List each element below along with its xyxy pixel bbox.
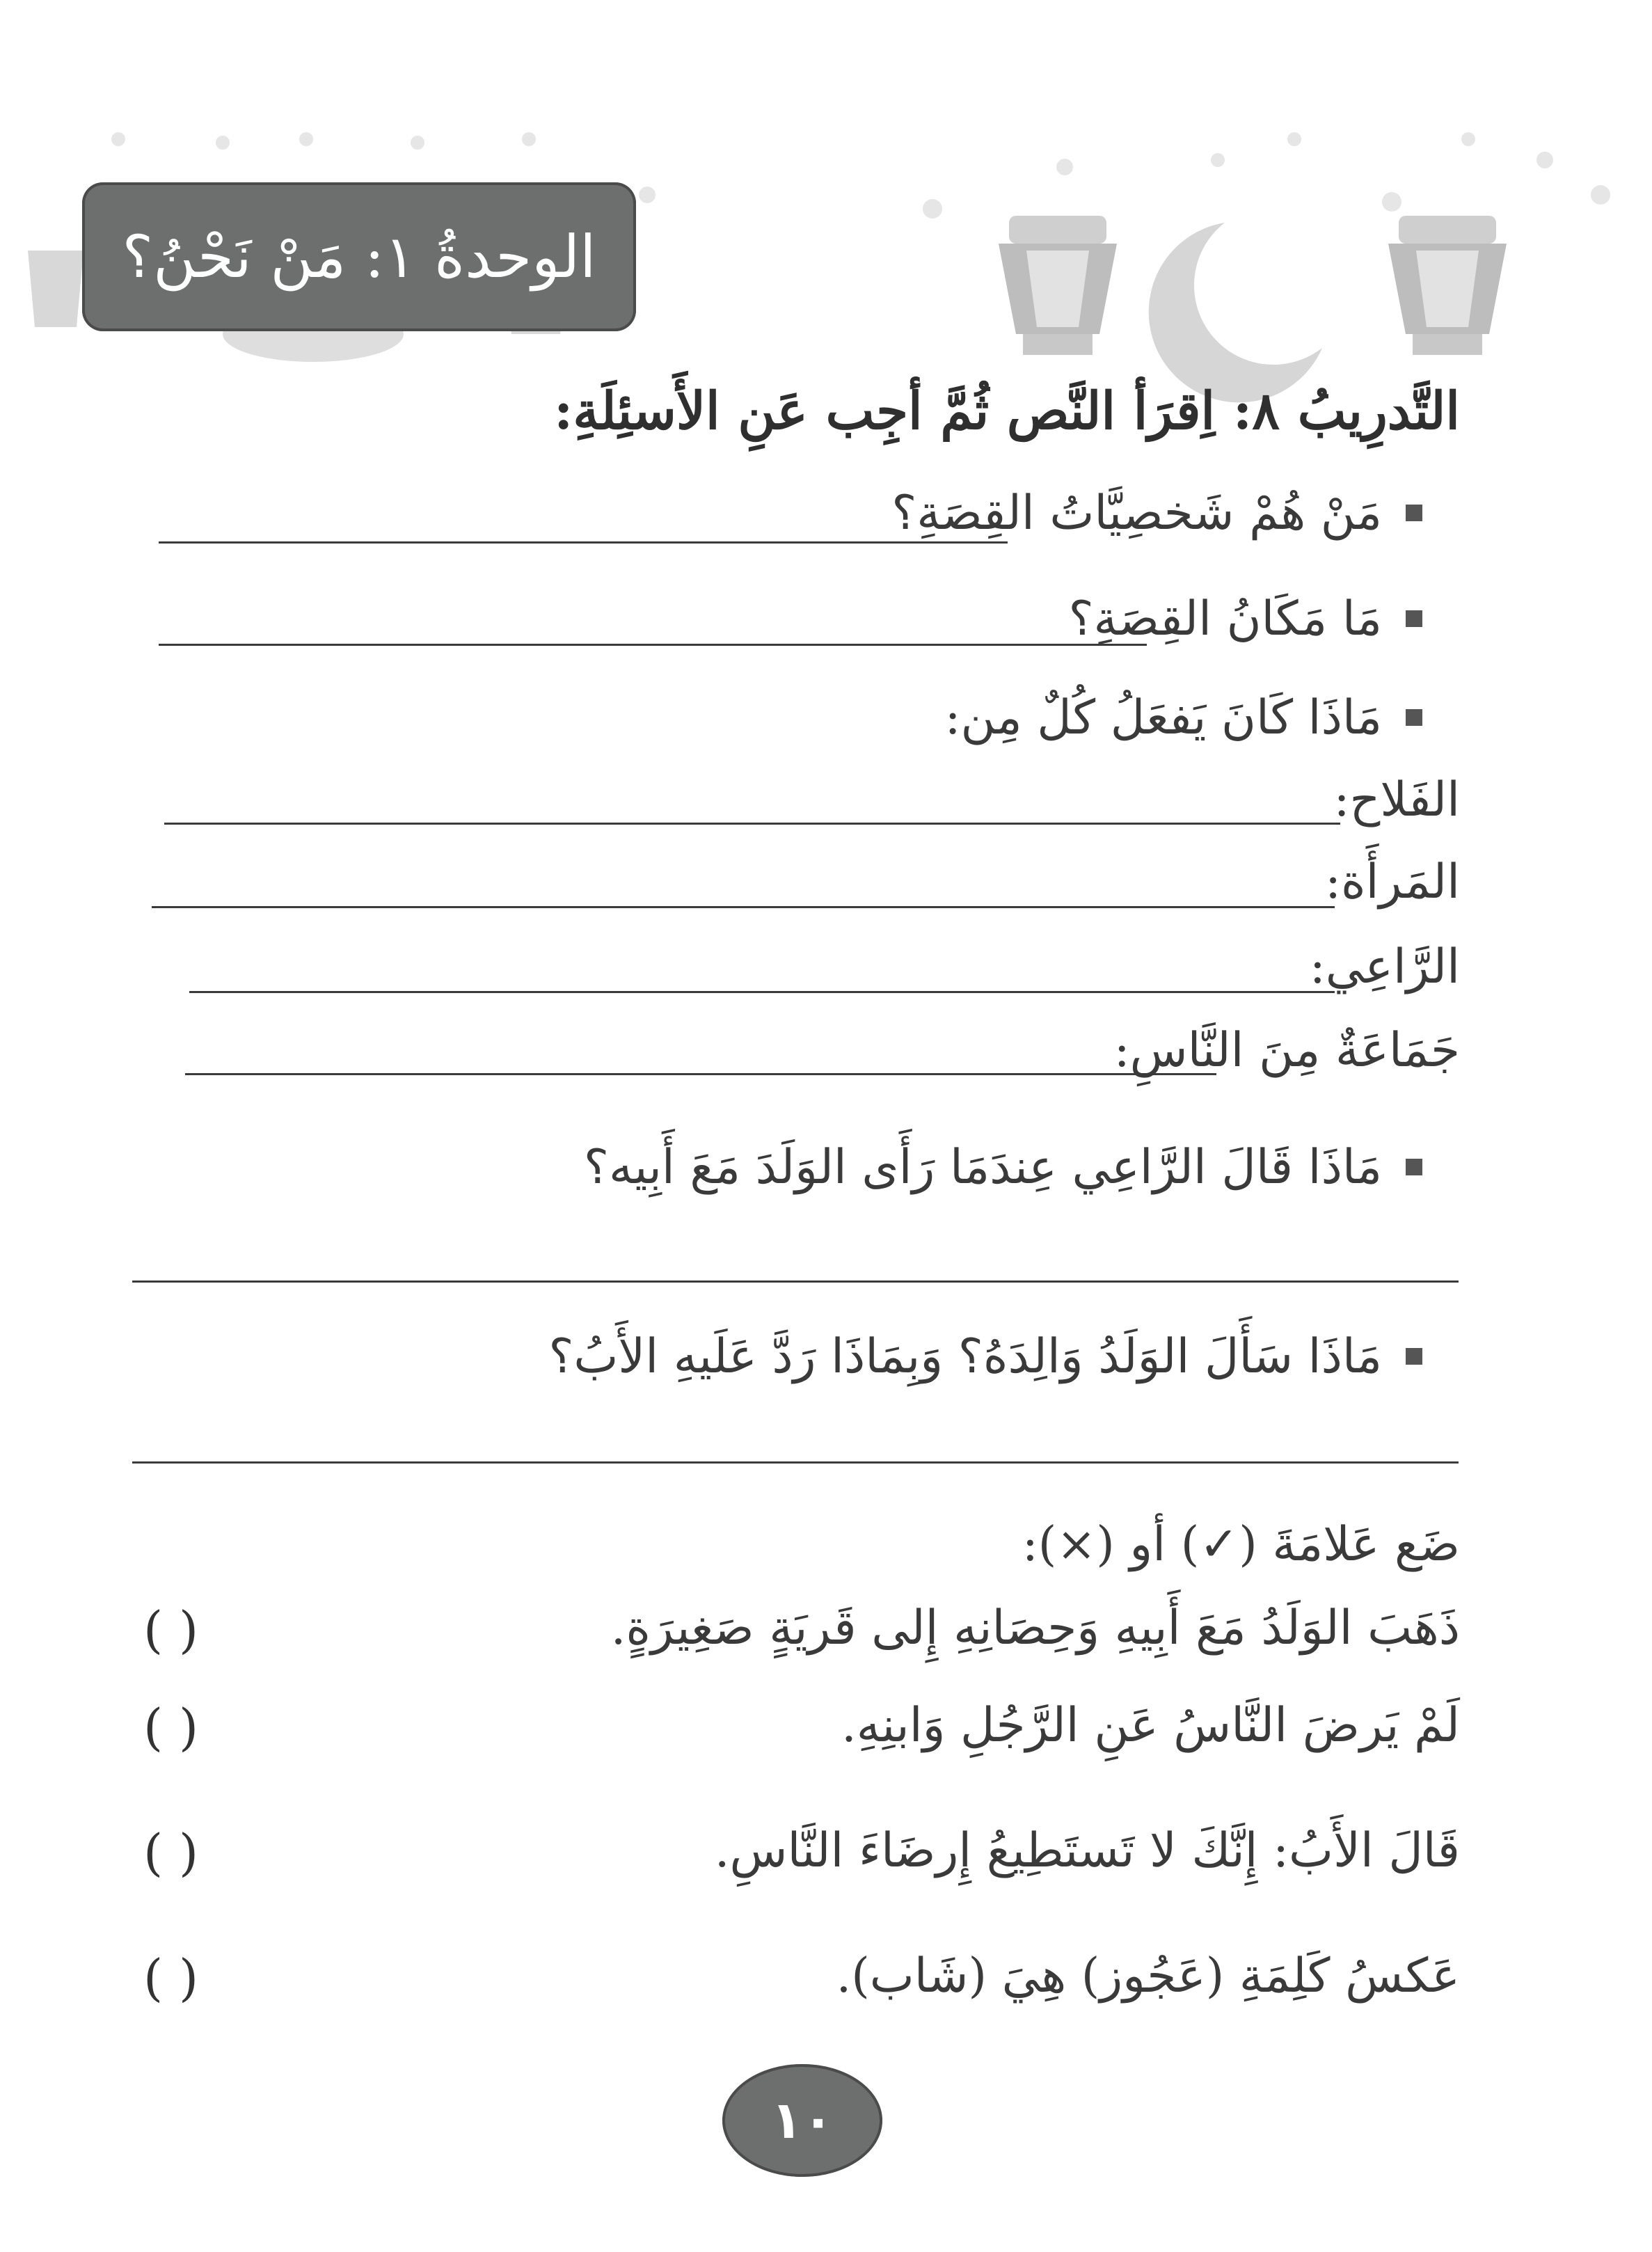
character-crowd: جَمَاعَةٌ مِنَ النَّاسِ:	[1113, 1023, 1460, 1078]
crescent-icon	[1149, 223, 1322, 402]
question-place	[1068, 592, 1422, 647]
answer-box[interactable]: ( )	[143, 1949, 199, 2007]
answer-line[interactable]	[185, 1073, 1216, 1075]
character-woman: المَرأَة:	[1325, 855, 1460, 910]
answer-box[interactable]: ( )	[143, 1601, 199, 1659]
character-farmer: الفَلاح:	[1333, 772, 1460, 827]
true-false-heading: ضَع عَلامَةَ (✓) أو (×):	[1022, 1517, 1460, 1572]
statement-2: لَمْ يَرضَ النَّاسُ عَنِ الرَّجُلِ وَابنِهِ.	[841, 1698, 1460, 1753]
question-son-asked	[548, 1329, 1422, 1384]
statement-3: قَالَ الأَبُ: إِنَّكَ لا تَستَطِيعُ إِرضَاءَ النَّاسِ.	[714, 1823, 1460, 1878]
square-bullet-icon	[1406, 1159, 1422, 1175]
answer-box[interactable]: ( )	[143, 1823, 199, 1882]
answer-line[interactable]	[132, 1280, 1459, 1283]
answer-line[interactable]	[189, 991, 1335, 993]
character-shepherd: الرَّاعِي:	[1309, 939, 1460, 994]
unit-title: الوحدةُ ١: مَنْ نَحْنُ؟	[122, 223, 596, 291]
lantern-icon-right	[1388, 216, 1507, 355]
question-characters	[891, 486, 1422, 541]
exercise-heading: التَّدرِيبُ ٨: اِقرَأ النَّص ثُمَّ أجِب عَنِ الأَسئِلَةِ:	[554, 381, 1460, 441]
question-text: مَاذَا سَأَلَ الوَلَدُ وَالِدَهُ؟ وَبِمَاذَا رَدَّ عَلَيهِ الأَبُ؟	[548, 1329, 1382, 1384]
square-bullet-icon	[1406, 610, 1422, 627]
page-number: ١٠	[770, 2091, 834, 2150]
question-text: مَنْ هُمْ شَخصِيَّاتُ القِصَةِ؟	[891, 486, 1382, 541]
answer-line[interactable]	[164, 823, 1340, 825]
square-bullet-icon	[1406, 505, 1422, 521]
answer-line[interactable]	[152, 906, 1335, 908]
lantern-icon-middle	[999, 216, 1117, 355]
square-bullet-icon	[1406, 1348, 1422, 1365]
question-text: مَاذَا كَانَ يَفعَلُ كُلٌ مِن:	[944, 690, 1382, 745]
question-activities	[945, 690, 1422, 745]
statement-4: عَكسُ كَلِمَةِ (عَجُوز) هِيَ (شَاب).	[836, 1949, 1460, 2004]
answer-line[interactable]	[159, 541, 1008, 544]
answer-line[interactable]	[159, 644, 1147, 646]
question-text: مَا مَكَانُ القِصَةِ؟	[1068, 592, 1382, 647]
answer-line[interactable]	[132, 1461, 1459, 1464]
question-shepherd-said	[584, 1140, 1422, 1195]
answer-box[interactable]: ( )	[143, 1698, 199, 1757]
unit-title-banner	[82, 182, 636, 331]
page-number-badge	[722, 2064, 882, 2177]
question-text: مَاذَا قَالَ الرَّاعِي عِندَمَا رَأَى الوَلَدَ مَعَ أَبِيه؟	[583, 1140, 1382, 1195]
square-bullet-icon	[1406, 709, 1422, 726]
statement-1: ذَهَبَ الوَلَدُ مَعَ أَبِيهِ وَحِصَانِهِ إِلى قَريَةٍ صَغِيرَةٍ.	[610, 1601, 1460, 1656]
